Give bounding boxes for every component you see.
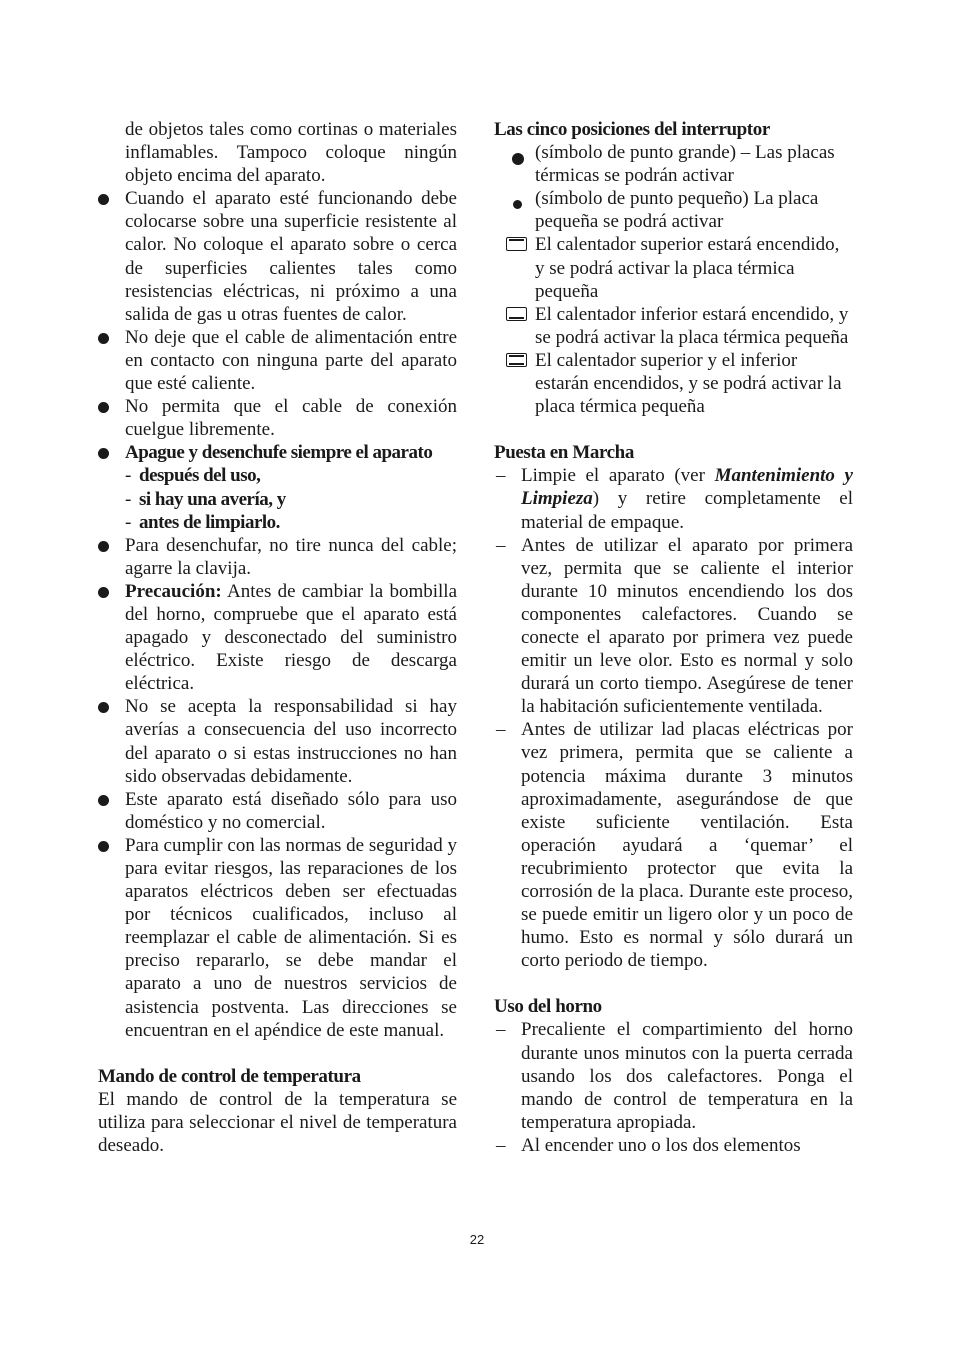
top-heater-icon xyxy=(506,237,527,251)
switch-position xyxy=(494,233,853,302)
list-item-text: No se acepta la responsabilidad si hay averías a consecuencia del uso incorrecto del aparato o si estas instrucciones no han sido observadas debidamente. xyxy=(125,696,457,787)
small-dot-icon xyxy=(513,200,522,209)
dash-marker: – xyxy=(496,465,506,487)
unplug-subitem-text: si hay una avería, y xyxy=(139,488,286,510)
large-dot-icon xyxy=(512,153,524,165)
bullet-icon xyxy=(98,333,109,344)
bullet-icon xyxy=(98,402,109,413)
switch-position-text: (símbolo de punto pequeño) La placa pequeña se podrá activar xyxy=(535,188,819,233)
both-heaters-icon xyxy=(506,353,527,367)
list-item xyxy=(494,718,853,972)
list-item xyxy=(494,464,853,533)
list-item xyxy=(98,534,457,580)
unplug-subitem: - antes de limpiarlo. xyxy=(125,511,280,533)
right-column xyxy=(494,118,853,1157)
unplug-subitem-text: después del uso, xyxy=(139,465,261,487)
bullet-icon xyxy=(98,841,109,852)
unplug-subitem: - después del uso, xyxy=(125,465,261,487)
list-item xyxy=(494,1018,853,1133)
start-item-text: ) y retire completamente el material de empaque. xyxy=(521,488,853,533)
bullet-icon xyxy=(98,541,109,552)
dash-marker: – xyxy=(496,719,506,741)
dash-marker: – xyxy=(496,1134,506,1156)
list-item-text: Este aparato está diseñado sólo para uso doméstico y no comercial. xyxy=(125,788,457,833)
bullet-icon xyxy=(98,795,109,806)
list-item-text: No deje que el cable de alimentación entre en contacto con ninguna parte del aparato que esté caliente. xyxy=(125,326,457,395)
bullet-icon xyxy=(98,702,109,713)
caution-text: Antes de cambiar la bombilla del horno, compruebe que el aparato está apagado y desconectado del suministro eléctrico. Existe riesgo de descarga eléctrica. xyxy=(125,580,457,695)
switch-position xyxy=(494,187,853,233)
unplug-warning-title: Apague y desenchufe siempre el aparato xyxy=(125,442,433,464)
unplug-subitem-text: antes de limpiarlo. xyxy=(139,511,280,533)
list-item xyxy=(98,187,457,326)
list-item xyxy=(98,326,457,395)
list-item xyxy=(494,534,853,719)
caution-label: Precaución: xyxy=(125,580,222,602)
oven-item-text: Precaliente el compartimiento del horno durante unos minutos con la puerta cerrada usando los dos calefactores. Ponga el mando de control de temperatura en la temperatura apropiada. xyxy=(521,1019,853,1133)
caution-item xyxy=(98,580,457,695)
temp-control-text: El mando de control de la temperatura se utiliza para seleccionar el nivel de temperatura deseado. xyxy=(98,1088,457,1157)
start-item-text: Antes de utilizar el aparato por primera vez, permita que se caliente el interior durante 10 minutos encendiendo los dos componentes calefactores. Cuando se conecte el aparato por primera vez puede emitir un leve olor. Esto es normal y solo durará un corto tiempo. Asegúrese de tener la habitación suficientemente ventilada. xyxy=(521,534,853,718)
switch-position xyxy=(494,349,853,418)
start-item-text: Antes de utilizar lad placas eléctricas por vez primera, permita que se caliente a potencia máxima durante 3 minutos aproximadamente, asegurándose de que existe suficiente ventilación. Esta operación ayudará a ‘quemar’ el recubrimiento protector que evita la corrosión de la placa. Durante este proceso, se puede emitir un ligero olor y un poco de humo. Esto es normal y sólo durará un corto periodo de tiempo. xyxy=(521,719,853,972)
switch-position-text: (símbolo de punto grande) – Las placas térmicas se podrán activar xyxy=(535,142,835,187)
switch-position xyxy=(494,303,853,349)
list-item-text: Cuando el aparato esté funcionando debe colocarse sobre una superficie resistente al calor. No coloque el aparato sobre o cerca de superficies calientes tales como resistencias eléctricas, ni próximo a una salida de gas u otras fuentes de calor. xyxy=(125,188,457,325)
list-item-text: Para cumplir con las normas de seguridad y para evitar riesgos, las reparaciones de los aparatos eléctricos deben ser efectuadas por técnicos cualificados, incluso al reemplazar el cable de alimentación. Si es preciso repararlo, se debe mandar el aparato a uno de nuestros servicios de asistencia postventa. Las direcciones se encuentran en el apéndice de este manual. xyxy=(125,834,457,1041)
bullet-icon xyxy=(98,194,109,205)
oven-use-heading: Uso del horno xyxy=(494,996,602,1018)
temp-control-heading: Mando de control de temperatura xyxy=(98,1065,361,1087)
page-number: 22 xyxy=(469,1232,485,1247)
list-item-text: No permita que el cable de conexión cuelgue libremente. xyxy=(125,396,457,441)
switch-position xyxy=(494,141,853,187)
intro-paragraph: de objetos tales como cortinas o materiales inflamables. Tampoco coloque ningún objeto encima del aparato. xyxy=(125,119,457,187)
switch-position-text: El calentador superior y el inferior estarán encendidos, y se podrá activar la placa térmica pequeña xyxy=(535,349,842,418)
bottom-heater-icon xyxy=(506,307,527,321)
list-item-text: Para desenchufar, no tire nunca del cable; agarre la clavija. xyxy=(125,534,457,579)
dash-marker: – xyxy=(496,1019,506,1041)
start-heading: Puesta en Marcha xyxy=(494,442,634,464)
switch-position-text: El calentador superior estará encendido, y se podrá activar la placa térmica pequeña xyxy=(535,234,840,302)
list-item xyxy=(98,695,457,787)
oven-item-text: Al encender uno o los dos elementos xyxy=(521,1134,801,1156)
left-column xyxy=(98,118,457,1157)
list-item xyxy=(98,395,457,441)
bullet-icon xyxy=(98,448,109,459)
list-item xyxy=(494,1134,853,1157)
list-item xyxy=(98,788,457,834)
switch-position-text: El calentador inferior estará encendido, y se podrá activar la placa térmica pequeña xyxy=(535,303,849,348)
start-item-text: Limpie el aparato (ver xyxy=(521,465,715,487)
bullet-icon xyxy=(98,587,109,598)
list-item xyxy=(98,834,457,1042)
switch-positions-heading: Las cinco posiciones del interruptor xyxy=(494,119,770,140)
dash-marker: – xyxy=(496,534,506,556)
maintenance-reference: Mantenimiento y Limpieza xyxy=(521,465,853,510)
unplug-warning xyxy=(98,441,457,464)
unplug-subitem: - si hay una avería, y xyxy=(125,488,286,510)
